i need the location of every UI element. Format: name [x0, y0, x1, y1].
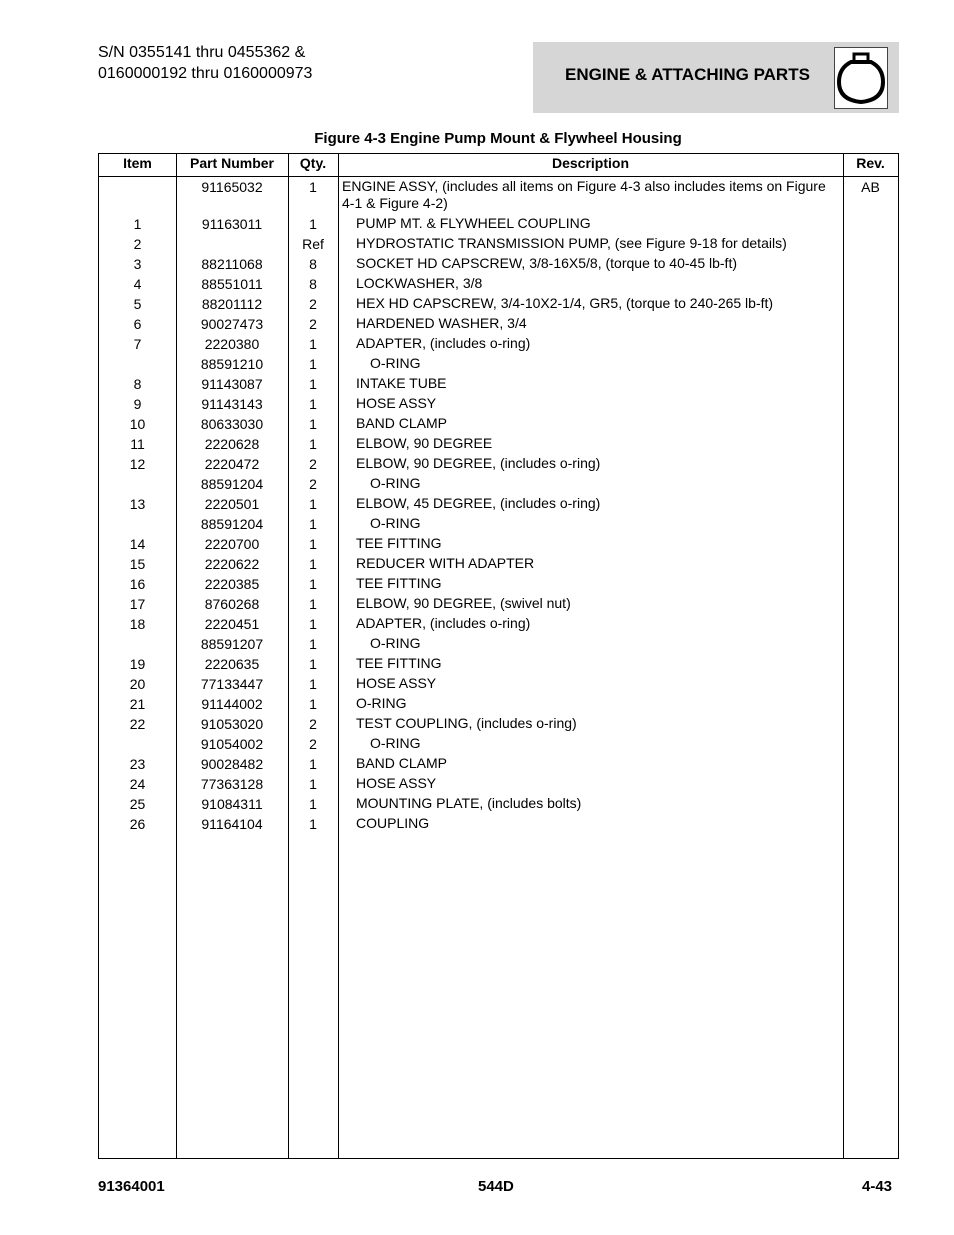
description: ENGINE ASSY, (includes all items on Figure 4-3 also includes items on Figure 4-1 & Figure 4-2) [342, 178, 826, 211]
parts-table [98, 153, 899, 1159]
description: ADAPTER, (includes o-ring) [356, 615, 531, 631]
part-number: 91084311 [201, 796, 263, 812]
part-number: 80633030 [200, 416, 264, 432]
description: ADAPTER, (includes o-ring) [356, 335, 531, 351]
item-number: 9 [133, 396, 142, 412]
item-number: 26 [129, 816, 146, 832]
table-row [99, 574, 898, 594]
item-number: 6 [133, 316, 142, 332]
quantity: 1 [309, 796, 317, 812]
item-number: 1 [133, 216, 142, 232]
item-number: 14 [129, 536, 146, 552]
description: ELBOW, 45 DEGREE, (includes o-ring) [356, 495, 601, 511]
quantity: 1 [309, 416, 317, 432]
section-header [533, 42, 899, 113]
column-header-description: Description [551, 155, 629, 171]
description: LOCKWASHER, 3/8 [356, 275, 483, 291]
table-row [99, 177, 898, 214]
part-number: 77363128 [200, 776, 264, 792]
quantity: 1 [309, 179, 317, 195]
part-number: 88211068 [201, 256, 263, 272]
table-row [99, 514, 898, 534]
table-row [99, 794, 898, 814]
part-number: 88591204 [200, 476, 264, 492]
quantity: 1 [309, 536, 317, 552]
item-number: 17 [129, 596, 146, 612]
part-number: 91143143 [201, 396, 263, 412]
part-number: 2220385 [204, 576, 260, 592]
description: BAND CLAMP [356, 755, 448, 771]
part-number: 2220501 [204, 496, 260, 512]
part-number: 8760268 [204, 596, 260, 612]
item-number: 7 [133, 336, 142, 352]
description: HOSE ASSY [356, 395, 437, 411]
quantity: 1 [309, 516, 317, 532]
part-number: 2220628 [204, 436, 260, 452]
description: HARDENED WASHER, 3/4 [356, 315, 527, 331]
description: PUMP MT. & FLYWHEEL COUPLING [356, 215, 591, 231]
column-header-qty: Qty. [299, 155, 327, 171]
item-number: 15 [129, 556, 146, 572]
quantity: 1 [309, 756, 317, 772]
part-number: 2220622 [204, 556, 260, 572]
description: O-RING [370, 515, 421, 531]
item-number: 20 [129, 676, 146, 692]
table-row [99, 334, 898, 354]
serial-line-1: S/N 0355141 thru 0455362 & [98, 44, 306, 61]
quantity: 1 [309, 776, 317, 792]
description: COUPLING [356, 815, 430, 831]
part-number: 2220635 [204, 656, 260, 672]
item-number: 24 [129, 776, 146, 792]
description: REDUCER WITH ADAPTER [356, 555, 535, 571]
table-row [99, 354, 898, 374]
table-row [99, 394, 898, 414]
quantity: 1 [309, 556, 317, 572]
table-row [99, 454, 898, 474]
table-row [99, 774, 898, 794]
quantity: 1 [309, 576, 317, 592]
part-number: 91163011 [201, 216, 263, 232]
table-row [99, 294, 898, 314]
part-number: 91144002 [201, 696, 263, 712]
engine-icon [834, 47, 888, 109]
table-row [99, 554, 898, 574]
item-number: 11 [130, 436, 145, 452]
description: HEX HD CAPSCREW, 3/4-10X2-1/4, GR5, (torque to 240-265 lb-ft) [356, 295, 774, 311]
quantity: 8 [309, 256, 317, 272]
quantity: 1 [309, 616, 317, 632]
quantity: 2 [309, 296, 317, 312]
part-number: 2220472 [204, 456, 260, 472]
table-row [99, 414, 898, 434]
quantity: 1 [309, 436, 317, 452]
description: HOSE ASSY [356, 775, 437, 791]
item-number: 25 [129, 796, 146, 812]
column-header-item: Item [123, 155, 152, 171]
quantity: 1 [309, 696, 317, 712]
revision: AB [861, 179, 880, 195]
description: SOCKET HD CAPSCREW, 3/8-16X5/8, (torque to 40-45 lb-ft) [356, 255, 738, 271]
column-header-part-number: Part Number [189, 155, 275, 171]
part-number: 91164104 [201, 816, 263, 832]
quantity: 2 [309, 316, 317, 332]
description: MOUNTING PLATE, (includes bolts) [356, 795, 582, 811]
quantity: 1 [309, 396, 317, 412]
table-row [99, 634, 898, 654]
part-number: 90028482 [200, 756, 264, 772]
item-number: 19 [129, 656, 146, 672]
table-row [99, 374, 898, 394]
table-row [99, 314, 898, 334]
part-number: 77133447 [200, 676, 264, 692]
part-number: 2220380 [204, 336, 260, 352]
part-number: 90027473 [200, 316, 264, 332]
part-number: 88201112 [201, 296, 263, 312]
description: O-RING [370, 735, 421, 751]
quantity: Ref [302, 236, 324, 252]
table-row [99, 694, 898, 714]
footer-model: 544D [478, 1178, 514, 1195]
item-number: 5 [133, 296, 142, 312]
table-row [99, 654, 898, 674]
part-number: 88591210 [200, 356, 264, 372]
part-number: 88591204 [200, 516, 264, 532]
parts-table-body [99, 177, 898, 834]
description: ELBOW, 90 DEGREE, (swivel nut) [356, 595, 571, 611]
part-number: 2220700 [204, 536, 260, 552]
table-row [99, 234, 898, 254]
serial-line-2: 0160000192 thru 0160000973 [98, 65, 313, 82]
part-number: 91143087 [201, 376, 263, 392]
description: O-RING [370, 635, 421, 651]
quantity: 1 [309, 356, 317, 372]
description: TEE FITTING [356, 575, 442, 591]
column-header-rev: Rev. [856, 155, 885, 171]
item-number: 2 [133, 236, 142, 252]
table-row [99, 714, 898, 734]
quantity: 2 [309, 716, 317, 732]
item-number: 12 [129, 456, 146, 472]
item-number: 22 [129, 716, 146, 732]
item-number: 13 [129, 496, 146, 512]
footer-document-number: 91364001 [98, 1178, 165, 1195]
quantity: 8 [309, 276, 317, 292]
quantity: 1 [309, 336, 317, 352]
quantity: 1 [309, 676, 317, 692]
description: TEE FITTING [356, 655, 442, 671]
item-number: 16 [129, 576, 146, 592]
description: ELBOW, 90 DEGREE, (includes o-ring) [356, 455, 601, 471]
quantity: 1 [309, 376, 317, 392]
section-title: ENGINE & ATTACHING PARTS [565, 65, 810, 84]
table-row [99, 254, 898, 274]
quantity: 2 [309, 736, 317, 752]
table-row [99, 494, 898, 514]
part-number: 91165032 [201, 179, 263, 195]
quantity: 1 [309, 216, 317, 232]
table-row [99, 214, 898, 234]
part-number: 2220451 [204, 616, 260, 632]
table-row [99, 734, 898, 754]
item-number: 21 [129, 696, 146, 712]
description: ELBOW, 90 DEGREE [356, 435, 493, 451]
table-row [99, 274, 898, 294]
description: HYDROSTATIC TRANSMISSION PUMP, (see Figure 9-18 for details) [356, 235, 787, 251]
table-row [99, 534, 898, 554]
description: O-RING [370, 475, 421, 491]
quantity: 1 [309, 496, 317, 512]
item-number: 18 [129, 616, 146, 632]
table-row [99, 594, 898, 614]
description: BAND CLAMP [356, 415, 448, 431]
quantity: 1 [309, 596, 317, 612]
item-number: 8 [133, 376, 142, 392]
quantity: 1 [309, 816, 317, 832]
quantity: 2 [309, 476, 317, 492]
item-number: 23 [129, 756, 146, 772]
serial-number-range [98, 42, 312, 84]
table-row [99, 754, 898, 774]
part-number: 91053020 [200, 716, 264, 732]
table-row [99, 474, 898, 494]
table-row [99, 674, 898, 694]
table-row [99, 814, 898, 834]
item-number: 4 [133, 276, 142, 292]
footer-page-number: 4-43 [862, 1178, 893, 1195]
table-row [99, 434, 898, 454]
quantity: 1 [309, 636, 317, 652]
quantity: 2 [309, 456, 317, 472]
quantity: 1 [309, 656, 317, 672]
description: TEST COUPLING, (includes o-ring) [356, 715, 577, 731]
part-number: 88551011 [201, 276, 263, 292]
description: O-RING [370, 355, 421, 371]
figure-title: Figure 4-3 Engine Pump Mount & Flywheel Housing [314, 130, 682, 147]
part-number: 91054002 [200, 736, 264, 752]
description: INTAKE TUBE [356, 375, 447, 391]
description: HOSE ASSY [356, 675, 437, 691]
item-number: 10 [129, 416, 146, 432]
item-number: 3 [133, 256, 142, 272]
description: TEE FITTING [356, 535, 442, 551]
description: O-RING [356, 695, 407, 711]
table-row [99, 614, 898, 634]
part-number: 88591207 [200, 636, 264, 652]
